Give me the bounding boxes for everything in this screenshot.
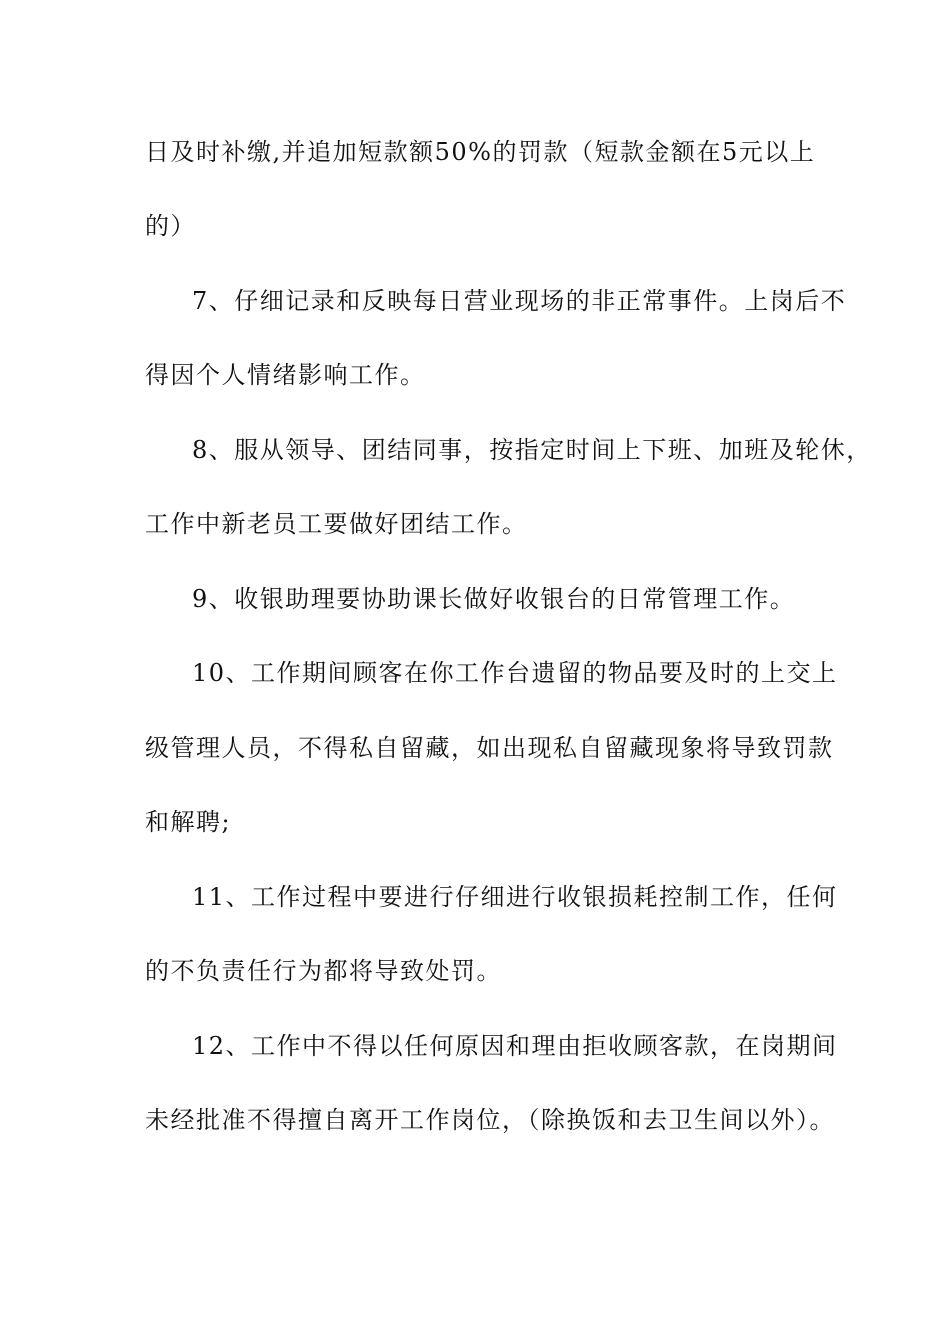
paragraph-10-line-3: 和解聘; bbox=[145, 808, 232, 836]
paragraph-7-line-2: 得因个人情绪影响工作。 bbox=[145, 361, 426, 389]
paragraph-12-line-2: 未经批准不得擅自离开工作岗位，（除换饭和去卫生间以外）。 bbox=[145, 1106, 835, 1134]
paragraph-6-line-1: 日及时补缴,并追加短款额50%的罚款（短款金额在5元以上 bbox=[145, 138, 816, 166]
paragraph-12-line-1: 12、工作中不得以任何原因和理由拒收顾客款，在岗期间 bbox=[192, 1032, 838, 1060]
paragraph-6-line-2: 的） bbox=[145, 212, 196, 240]
paragraph-9-line-1: 9、收银助理要协助课长做好收银台的日常管理工作。 bbox=[192, 585, 796, 613]
paragraph-11-line-1: 11、工作过程中要进行仔细进行收银损耗控制工作，任何 bbox=[192, 883, 838, 911]
paragraph-7-line-1: 7、仔细记录和反映每日营业现场的非正常事件。上岗后不 bbox=[192, 287, 847, 315]
paragraph-8-line-2: 工作中新老员工要做好团结工作。 bbox=[145, 510, 528, 538]
paragraph-10-line-2: 级管理人员，不得私自留藏，如出现私自留藏现象将导致罚款 bbox=[145, 734, 834, 762]
paragraph-10-line-1: 10、工作期间顾客在你工作台遗留的物品要及时的上交上 bbox=[192, 659, 838, 687]
paragraph-11-line-2: 的不负责任行为都将导致处罚。 bbox=[145, 957, 502, 985]
paragraph-8-line-1: 8、服从领导、团结同事，按指定时间上下班、加班及轮休， bbox=[192, 436, 872, 464]
